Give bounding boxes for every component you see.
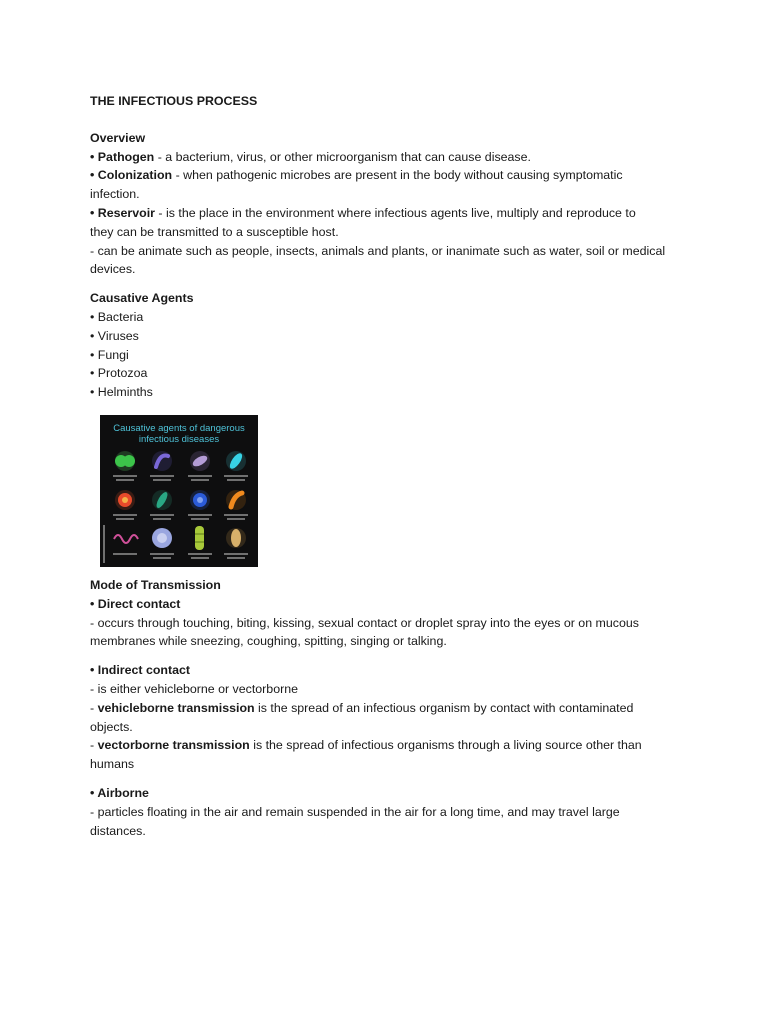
definition-reservoir: - is the place in the environment where infectious agents live, multiply and reproduce to bbox=[154, 205, 636, 220]
dash: - bbox=[90, 738, 98, 753]
overview-item-pathogen bbox=[90, 148, 690, 167]
definition-vehicleborne: is the spread of an infectious organism by contact with contaminated bbox=[254, 700, 634, 715]
agent-item: • Helminths bbox=[90, 385, 153, 400]
figure-title-line1: Causative agents of dangerous bbox=[113, 422, 245, 434]
definition-pathogen: - a bacterium, virus, or other microorganism that can cause disease. bbox=[154, 149, 531, 164]
microbe-tan-capsule-icon bbox=[226, 528, 246, 548]
microbe-orange-curved-rod-icon bbox=[226, 490, 246, 510]
microbe-blue-virus-icon bbox=[190, 490, 210, 510]
airborne-line1: - particles floating in the air and remain suspended in the air for a long time, and may travel large bbox=[90, 804, 620, 819]
term-reservoir: Reservoir bbox=[97, 205, 155, 220]
microbe-yellowgreen-chain-icon bbox=[195, 526, 204, 550]
term-colonization: Colonization bbox=[97, 168, 173, 183]
definition-reservoir-cont: they can be transmitted to a susceptible host. bbox=[90, 224, 339, 239]
microbe-lavender-virus-icon bbox=[152, 528, 172, 548]
bullet: • bbox=[90, 205, 95, 220]
vehicleborne-line-cont: objects. bbox=[90, 719, 133, 734]
document-title: THE INFECTIOUS PROCESS bbox=[90, 94, 258, 108]
microbe-green-cocci-icon bbox=[115, 451, 135, 471]
agent-item: • Fungi bbox=[90, 347, 129, 362]
agent-item: • Viruses bbox=[90, 328, 139, 343]
figure-caption-marks bbox=[103, 475, 248, 563]
vehicleborne-line bbox=[90, 699, 690, 718]
overview-item-colonization bbox=[90, 166, 690, 185]
term-pathogen: Pathogen bbox=[97, 149, 155, 164]
airborne-line2: distances. bbox=[90, 823, 146, 838]
agent-item: • Bacteria bbox=[90, 309, 144, 324]
microbe-red-cluster-icon bbox=[115, 490, 135, 510]
agent-item: • Protozoa bbox=[90, 366, 148, 381]
indirect-contact-line1: - is either vehicleborne or vectorborne bbox=[90, 681, 298, 696]
reservoir-note-line2: devices. bbox=[90, 262, 136, 277]
dash: - bbox=[90, 700, 98, 715]
bullet: • bbox=[90, 149, 95, 164]
overview-heading: Overview bbox=[90, 130, 146, 145]
definition-colonization: - when pathogenic microbes are present in the body without causing symptomatic bbox=[172, 168, 623, 183]
microbe-pink-spirochete-icon bbox=[114, 535, 138, 543]
causative-agents-heading: Causative Agents bbox=[90, 291, 194, 306]
bullet: • bbox=[90, 168, 95, 183]
document-page bbox=[90, 92, 690, 840]
term-vehicleborne: vehicleborne transmission bbox=[97, 700, 255, 715]
reservoir-note-line1: - can be animate such as people, insects, animals and plants, or inanimate such as water, soil or medical bbox=[90, 243, 666, 258]
overview-item-reservoir bbox=[90, 204, 690, 223]
causative-agents-image bbox=[100, 415, 258, 567]
figure-title-line2: infectious diseases bbox=[138, 433, 220, 445]
microbe-purple-vibrio-icon bbox=[152, 451, 172, 471]
definition-colonization-cont: infection. bbox=[90, 187, 140, 202]
indirect-contact-label: • Indirect contact bbox=[90, 663, 191, 678]
term-vectorborne: vectorborne transmission bbox=[97, 738, 250, 753]
microbe-lavender-rod-icon bbox=[190, 451, 210, 471]
airborne-label: • Airborne bbox=[90, 785, 149, 800]
vectorborne-line-cont: humans bbox=[90, 757, 135, 772]
transmission-heading: Mode of Transmission bbox=[90, 577, 221, 592]
microbes-illustration bbox=[100, 415, 258, 567]
definition-vectorborne: is the spread of infectious organisms through a living source other than bbox=[249, 738, 642, 753]
microbe-teal-spiral-icon bbox=[152, 490, 172, 510]
microbe-cyan-bacillus-icon bbox=[226, 451, 246, 471]
direct-contact-line1: - occurs through touching, biting, kissing, sexual contact or droplet spray into the eyes or on mucous bbox=[90, 615, 639, 630]
vectorborne-line bbox=[90, 736, 690, 755]
direct-contact-line2: membranes while sneezing, coughing, spitting, singing or talking. bbox=[90, 634, 447, 649]
direct-contact-label: • Direct contact bbox=[90, 596, 181, 611]
